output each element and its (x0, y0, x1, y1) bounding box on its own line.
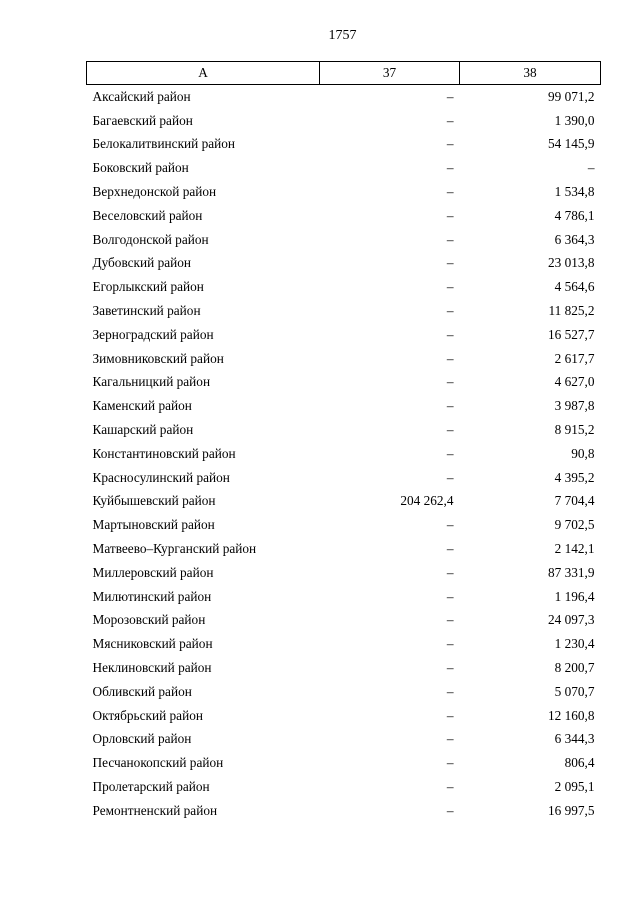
table-row (87, 537, 601, 561)
column-38-value-cell: 1 534,8 (554, 184, 595, 200)
budget-table (86, 61, 601, 823)
district-name-cell: Егорлыкский район (92, 279, 204, 295)
column-38-value-cell: 7 704,4 (554, 493, 595, 509)
column-37-value-cell: – (446, 279, 454, 295)
column-37-value-cell: – (446, 184, 454, 200)
column-38-value-cell: – (587, 160, 595, 176)
column-38-value-cell: 24 097,3 (547, 612, 595, 628)
table-row (87, 418, 601, 442)
column-37-value-cell: – (446, 469, 454, 485)
page-number: 1757 (328, 28, 357, 43)
district-name-cell: Морозовский район (92, 612, 206, 628)
table-row (87, 156, 601, 180)
column-37-value-cell: – (446, 802, 454, 818)
column-37-value-cell: – (446, 350, 454, 366)
column-37-value-cell: – (446, 160, 454, 176)
table-row (87, 442, 601, 466)
column-38-value-cell: 2 617,7 (554, 350, 595, 366)
column-38-value-cell: 1 230,4 (554, 636, 595, 652)
district-name-cell: Песчанокопский район (92, 755, 224, 771)
table-row (87, 775, 601, 799)
column-37-value-cell: – (446, 326, 454, 342)
district-name-cell: Зерноградский район (92, 326, 214, 342)
district-name-cell: Октябрьский район (92, 707, 203, 723)
table-row (87, 513, 601, 537)
column-37-value-cell: – (446, 564, 454, 580)
table-row (87, 323, 601, 347)
table-row (87, 490, 601, 514)
column-37-value-cell: – (446, 422, 454, 438)
district-name-cell: Белокалитвинский район (92, 136, 236, 152)
table-row (87, 561, 601, 585)
table-row (87, 204, 601, 228)
column-37-value-cell: – (446, 636, 454, 652)
column-37-value-cell: – (446, 112, 454, 128)
column-37-value-cell: – (446, 303, 454, 319)
column-37-value-cell: – (446, 374, 454, 390)
table-row (87, 109, 601, 133)
column-38-value-cell: 1 196,4 (554, 588, 595, 604)
district-name-cell: Мартыновский район (92, 517, 215, 533)
table-row (87, 85, 601, 109)
district-name-cell: Зимовниковский район (92, 350, 224, 366)
table-row (87, 609, 601, 633)
district-name-cell: Верхнедонской район (92, 184, 217, 200)
column-38-value-cell: 4 395,2 (554, 469, 595, 485)
column-37-value-cell: – (446, 541, 454, 557)
column-37-value-cell: – (446, 136, 454, 152)
district-name-cell: Неклиновский район (92, 660, 212, 676)
table-row (87, 371, 601, 395)
district-name-cell: Ремонтненский район (92, 802, 218, 818)
table-row (87, 585, 601, 609)
table-row (87, 180, 601, 204)
table-row (87, 728, 601, 752)
table-row (87, 751, 601, 775)
column-38-value-cell: 4 564,6 (554, 279, 595, 295)
table-row (87, 680, 601, 704)
column-38-value-cell: 4 627,0 (554, 374, 595, 390)
table-row (87, 133, 601, 157)
column-37-value-cell: – (446, 612, 454, 628)
district-name-cell: Кагальницкий район (92, 374, 211, 390)
column-38-value-cell: 8 915,2 (554, 422, 595, 438)
district-name-cell: Дубовский район (92, 255, 192, 271)
column-37-value-cell: 204 262,4 (400, 493, 454, 509)
district-name-cell: Заветинский район (92, 303, 201, 319)
column-38-value-cell: 6 364,3 (554, 231, 595, 247)
column-38-value-cell: 2 095,1 (554, 779, 595, 794)
column-37-value-cell: – (446, 660, 454, 676)
header-row (87, 62, 601, 85)
district-name-cell: Волгодонской район (92, 231, 209, 247)
column-37-value-cell: – (446, 231, 454, 247)
column-37-value-cell: – (446, 683, 454, 699)
column-header-38: 38 (460, 62, 601, 85)
table-row (87, 275, 601, 299)
column-38-value-cell: 8 200,7 (554, 660, 595, 676)
column-38-value-cell: 5 070,7 (554, 683, 595, 699)
table-row (87, 347, 601, 371)
district-name-cell: Красносулинский район (92, 469, 230, 485)
table-row (87, 799, 601, 823)
district-name-cell: Куйбышевский район (92, 493, 216, 509)
column-37-value-cell: – (446, 707, 454, 723)
table-row (87, 656, 601, 680)
column-38-value-cell: 16 997,5 (547, 802, 595, 818)
column-37-value-cell: – (446, 445, 454, 461)
column-38-value-cell: 2 142,1 (554, 541, 595, 557)
column-38-value-cell: 99 071,2 (547, 88, 595, 104)
column-38-value-cell: 806,4 (564, 755, 595, 771)
column-37-value-cell: – (446, 779, 454, 794)
column-37-value-cell: – (446, 517, 454, 533)
table-row (87, 466, 601, 490)
district-name-cell: Веселовский район (92, 207, 203, 223)
table-row (87, 632, 601, 656)
column-38-value-cell: 23 013,8 (547, 255, 595, 271)
column-37-value-cell: – (446, 88, 454, 104)
table-body (87, 85, 601, 823)
column-38-value-cell: 9 702,5 (554, 517, 595, 533)
column-37-value-cell: – (446, 588, 454, 604)
column-38-value-cell: 4 786,1 (554, 207, 595, 223)
table-row (87, 252, 601, 276)
column-header-a: А (87, 62, 320, 85)
column-38-value-cell: 3 987,8 (554, 398, 595, 414)
district-name-cell: Обливский район (92, 683, 192, 699)
district-name-cell: Багаевский район (92, 112, 193, 128)
column-38-value-cell: 54 145,9 (547, 136, 595, 152)
district-name-cell: Константиновский район (92, 445, 236, 461)
table-row (87, 704, 601, 728)
column-header-37: 37 (320, 62, 460, 85)
district-name-cell: Милютинский район (92, 588, 212, 604)
district-name-cell: Кашарский район (92, 422, 194, 438)
district-name-cell: Орловский район (92, 731, 192, 747)
district-name-cell: Каменский район (92, 398, 192, 414)
column-37-value-cell: – (446, 255, 454, 271)
table-row (87, 299, 601, 323)
table-row (87, 228, 601, 252)
table-header (87, 62, 601, 85)
column-38-value-cell: 90,8 (571, 445, 595, 461)
column-37-value-cell: – (446, 755, 454, 771)
column-38-value-cell: 12 160,8 (547, 707, 595, 723)
column-37-value-cell: – (446, 398, 454, 414)
column-38-value-cell: 16 527,7 (547, 326, 595, 342)
district-name-cell: Миллеровский район (92, 564, 214, 580)
column-38-value-cell: 6 344,3 (554, 731, 595, 747)
district-name-cell: Матвеево–Курганский район (92, 541, 257, 557)
column-37-value-cell: – (446, 731, 454, 747)
district-name-cell: Мясниковский район (92, 636, 213, 652)
column-37-value-cell: – (446, 207, 454, 223)
district-name-cell: Пролетарский район (92, 779, 210, 794)
district-name-cell: Боковский район (92, 160, 189, 176)
column-38-value-cell: 11 825,2 (548, 303, 595, 319)
table-row (87, 394, 601, 418)
column-38-value-cell: 1 390,0 (554, 112, 595, 128)
column-38-value-cell: 87 331,9 (547, 564, 595, 580)
district-name-cell: Аксайский район (92, 88, 191, 104)
